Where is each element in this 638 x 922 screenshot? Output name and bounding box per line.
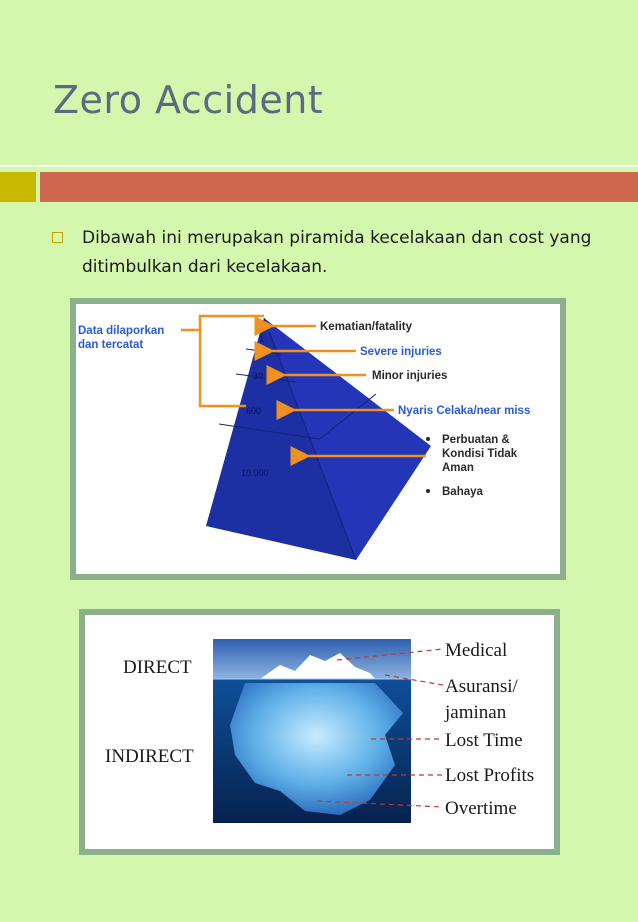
bullet-line: Perbuatan & bbox=[442, 434, 510, 446]
cost-item: Asuransi/ bbox=[445, 676, 518, 697]
iceberg-figure bbox=[85, 615, 554, 849]
cost-item: Lost Time bbox=[445, 730, 523, 751]
bullet-line: Kondisi Tidak bbox=[442, 448, 518, 460]
bullet-dot bbox=[426, 489, 430, 493]
indirect-label: INDIRECT bbox=[105, 746, 194, 767]
tier-number: 1 bbox=[259, 334, 265, 344]
direct-label: DIRECT bbox=[123, 657, 192, 678]
level-label-near-miss: Nyaris Celaka/near miss bbox=[398, 405, 531, 417]
tier-number: 600 bbox=[246, 406, 262, 416]
tier-number: 10 bbox=[254, 348, 265, 358]
tier-number: 30 bbox=[253, 371, 264, 381]
cost-item: Medical bbox=[445, 640, 508, 661]
level-label-fatality: Kematian/fatality bbox=[320, 321, 413, 333]
iceberg-figure-frame bbox=[79, 609, 560, 855]
bullet-line: Bahaya bbox=[442, 486, 483, 498]
cost-item: jaminan bbox=[445, 702, 507, 723]
level-label-severe: Severe injuries bbox=[360, 346, 442, 358]
left-label-line1: Data dilaporkan bbox=[78, 325, 165, 337]
level-label-minor: Minor injuries bbox=[372, 370, 448, 382]
accent-bar-yellow bbox=[0, 172, 36, 202]
cost-item: Overtime bbox=[445, 798, 517, 819]
accent-bar-red bbox=[40, 172, 638, 202]
page-title: Zero Accident bbox=[53, 78, 324, 122]
bullet-dot bbox=[426, 437, 430, 441]
title-divider bbox=[0, 165, 638, 167]
bullet-line: Aman bbox=[442, 462, 474, 474]
left-label-line2: dan tercatat bbox=[78, 339, 144, 351]
pyramid-figure bbox=[76, 304, 560, 574]
cost-item: Lost Profits bbox=[445, 765, 535, 786]
pyramid-diagram bbox=[76, 304, 560, 574]
pyramid-figure-frame bbox=[70, 298, 566, 580]
iceberg-diagram bbox=[85, 615, 554, 849]
bullet-text: Dibawah ini merupakan piramida kecelakaan dan cost yang ditimbulkan dari kecelakaan. bbox=[82, 228, 592, 277]
tier-number: 10.000 bbox=[241, 468, 269, 478]
bullet-square-icon bbox=[52, 232, 63, 243]
